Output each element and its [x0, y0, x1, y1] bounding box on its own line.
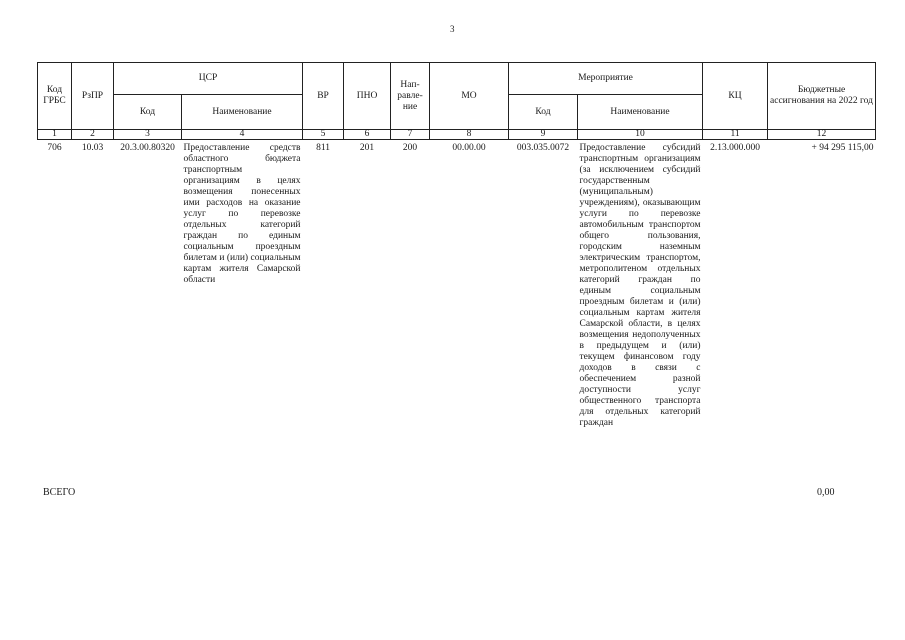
page-number: 3 — [450, 24, 455, 34]
column-number: 2 — [72, 130, 114, 140]
cell-grbs: 706 — [47, 143, 62, 153]
budget-table — [37, 62, 876, 429]
header-csr-group: ЦСР — [114, 63, 303, 95]
cell-rzpr: 10.03 — [81, 143, 104, 153]
total-label: ВСЕГО — [43, 487, 76, 498]
cell-budget: + 94 295 115,00 — [811, 143, 874, 153]
column-number: 9 — [509, 130, 578, 140]
column-number: 1 — [38, 130, 72, 140]
column-number: 3 — [114, 130, 182, 140]
column-number: 12 — [768, 130, 876, 140]
cell-vr: 811 — [316, 143, 330, 153]
column-number: 4 — [182, 130, 303, 140]
header-budget: Бюджетные ассигнования на 2022 год — [768, 63, 876, 130]
cell-pno: 201 — [359, 143, 375, 153]
header-csr-code: Код — [114, 95, 182, 130]
table-row — [38, 140, 876, 430]
header-mo: МО — [430, 63, 509, 130]
column-number: 7 — [391, 130, 430, 140]
header-vr: ВР — [303, 63, 344, 130]
cell-mo: 00.00.00 — [452, 143, 486, 153]
cell-kc: 2.13.000.000 — [710, 143, 760, 153]
header-grbs: Код ГРБС — [38, 63, 72, 130]
column-number: 6 — [344, 130, 391, 140]
total-value: 0,00 — [817, 487, 835, 498]
cell-csr-name: Предоставление средств областного бюджета транспортным организациям в целях возмещения понесенных ими расходов на оказание услуг по перевозке отдельных категорий граждан по единым социальным проездным билетам и (или) социальным картам жителя Самарской области — [183, 143, 301, 285]
column-number: 11 — [703, 130, 768, 140]
cell-csr-code: 20.3.00.80320 — [120, 143, 175, 153]
header-event-group: Мероприятие — [509, 63, 703, 95]
header-direction: Нап-равле-ние — [391, 63, 430, 130]
column-number: 10 — [578, 130, 703, 140]
header-event-code: Код — [509, 95, 578, 130]
header-rzpr: РзПР — [72, 63, 114, 130]
column-number: 8 — [430, 130, 509, 140]
cell-event-code: 003.035.0072 — [516, 143, 570, 153]
header-event-name: Наименование — [578, 95, 703, 130]
cell-event-name: Предоставление субсидий транспортным организациям (за исключением субсидий государственным (муниципальным) учреждениям), оказывающим услуги по перевозке автомобильным транспортом общего пользования, городским наземным электрическим транспортом, метрополитеном отдельных категорий граждан по единым социальным проездным билетам и (или) социальным картам жителя Самарской области, в целях возмещения недополученных в предыдущем и (или) текущем финансовом году доходов в связи с обеспечением разной доступности услуг общественного транспорта для отдельных категорий граждан — [579, 143, 701, 428]
column-number: 5 — [303, 130, 344, 140]
cell-direction: 200 — [402, 143, 418, 153]
header-pno: ПНО — [344, 63, 391, 130]
header-kc: КЦ — [703, 63, 768, 130]
header-csr-name: Наименование — [182, 95, 303, 130]
